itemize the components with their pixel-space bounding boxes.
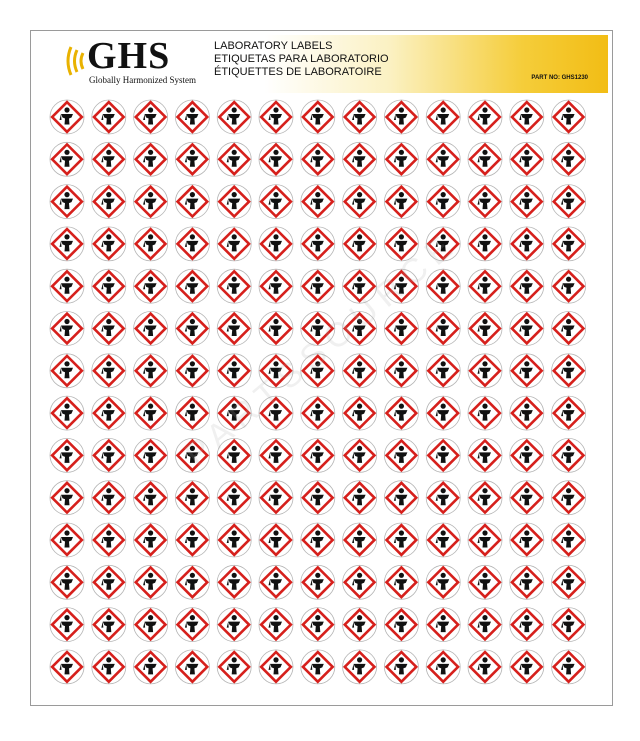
hazard-label: [134, 523, 168, 557]
hazard-label: [259, 269, 293, 303]
hazard-label: [175, 269, 209, 303]
hazard-label: [217, 142, 251, 176]
label-grid: [47, 97, 589, 697]
hazard-label: [175, 100, 209, 134]
hazard-label: [92, 608, 126, 642]
hazard-label: [92, 227, 126, 261]
hazard-label: [217, 312, 251, 346]
hazard-label: [510, 396, 544, 430]
hazard-label: [175, 565, 209, 599]
hazard-label: [343, 565, 377, 599]
hazard-label: [175, 185, 209, 219]
hazard-label: [552, 227, 586, 261]
hazard-label: [343, 312, 377, 346]
hazard-label: [343, 354, 377, 388]
hazard-label: [217, 396, 251, 430]
hazard-label: [468, 227, 502, 261]
hazard-label: [552, 100, 586, 134]
hazard-label: [468, 650, 502, 684]
hazard-label: [259, 608, 293, 642]
hazard-label: [301, 523, 335, 557]
hazard-label: [92, 650, 126, 684]
hazard-label: [426, 523, 460, 557]
hazard-label: [301, 185, 335, 219]
hazard-label: [175, 523, 209, 557]
hazard-label: [175, 142, 209, 176]
hazard-label: [301, 438, 335, 472]
hazard-label: [50, 100, 84, 134]
hazard-label: [510, 142, 544, 176]
hazard-label: [259, 354, 293, 388]
hazard-label: [384, 650, 418, 684]
hazard-label: [552, 396, 586, 430]
hazard-label: [384, 227, 418, 261]
hazard-label: [552, 312, 586, 346]
hazard-label: [50, 481, 84, 515]
hazard-label: [217, 100, 251, 134]
hazard-label: [384, 100, 418, 134]
hazard-label: [510, 312, 544, 346]
hazard-label: [134, 438, 168, 472]
hazard-label: [301, 269, 335, 303]
hazard-label: [384, 523, 418, 557]
hazard-label: [384, 481, 418, 515]
hazard-label: [217, 354, 251, 388]
hazard-label: [426, 481, 460, 515]
hazard-label: [426, 396, 460, 430]
hazard-label: [468, 565, 502, 599]
hazard-label: [259, 142, 293, 176]
hazard-label: [510, 354, 544, 388]
hazard-label: [134, 481, 168, 515]
hazard-label: [175, 438, 209, 472]
hazard-label: [343, 142, 377, 176]
hazard-label: [468, 354, 502, 388]
hazard-label: [217, 608, 251, 642]
hazard-label: [50, 523, 84, 557]
hazard-label: [134, 396, 168, 430]
hazard-label: [510, 185, 544, 219]
hazard-label: [50, 608, 84, 642]
title-english: LABORATORY LABELS: [214, 40, 333, 52]
hazard-label: [217, 650, 251, 684]
part-number: PART NO: GHS1230: [531, 75, 588, 81]
hazard-label: [384, 354, 418, 388]
hazard-label: [426, 142, 460, 176]
hazard-label: [50, 354, 84, 388]
hazard-label: [426, 438, 460, 472]
hazard-label: [92, 438, 126, 472]
hazard-label: [50, 438, 84, 472]
hazard-label: [50, 269, 84, 303]
hazard-label: [175, 354, 209, 388]
label-grid-svg: [47, 97, 589, 697]
hazard-label: [552, 438, 586, 472]
hazard-label: [426, 354, 460, 388]
hazard-label: [384, 396, 418, 430]
hazard-label: [301, 650, 335, 684]
hazard-label: [301, 312, 335, 346]
hazard-label: [259, 227, 293, 261]
hazard-label: [50, 142, 84, 176]
hazard-label: [134, 565, 168, 599]
hazard-label: [259, 396, 293, 430]
hazard-label: [343, 100, 377, 134]
hazard-label: [426, 565, 460, 599]
hazard-label: [301, 565, 335, 599]
hazard-label: [426, 650, 460, 684]
hazard-label: [217, 565, 251, 599]
hazard-label: [384, 438, 418, 472]
hazard-label: [259, 650, 293, 684]
hazard-label: [175, 608, 209, 642]
sheet-header: [35, 35, 608, 93]
title-spanish: ETIQUETAS PARA LABORATORIO: [214, 53, 389, 65]
hazard-label: [301, 608, 335, 642]
hazard-label: [510, 608, 544, 642]
hazard-label: [510, 227, 544, 261]
hazard-label: [301, 354, 335, 388]
hazard-label: [343, 650, 377, 684]
hazard-label: [259, 565, 293, 599]
hazard-label: [175, 650, 209, 684]
hazard-label: [426, 312, 460, 346]
hazard-label: [92, 142, 126, 176]
hazard-label: [134, 354, 168, 388]
hazard-label: [510, 523, 544, 557]
hazard-label: [343, 185, 377, 219]
hazard-label: [92, 481, 126, 515]
hazard-label: [259, 523, 293, 557]
hazard-label: [175, 396, 209, 430]
hazard-label: [259, 438, 293, 472]
hazard-label: [468, 100, 502, 134]
label-sheet: [30, 30, 613, 706]
hazard-label: [259, 481, 293, 515]
hazard-label: [301, 142, 335, 176]
hazard-label: [552, 481, 586, 515]
hazard-label: [50, 565, 84, 599]
hazard-label: [50, 396, 84, 430]
hazard-label: [217, 185, 251, 219]
hazard-label: [552, 142, 586, 176]
hazard-label: [92, 100, 126, 134]
hazard-label: [134, 185, 168, 219]
hazard-label: [175, 227, 209, 261]
hazard-label: [510, 481, 544, 515]
hazard-label: [426, 100, 460, 134]
hazard-label: [384, 142, 418, 176]
hazard-label: [552, 354, 586, 388]
hazard-label: [217, 269, 251, 303]
hazard-label: [92, 396, 126, 430]
hazard-label: [301, 227, 335, 261]
hazard-label: [384, 608, 418, 642]
hazard-label: [426, 227, 460, 261]
hazard-label: [301, 481, 335, 515]
hazard-label: [343, 608, 377, 642]
hazard-label: [217, 438, 251, 472]
hazard-label: [134, 312, 168, 346]
hazard-label: [468, 396, 502, 430]
hazard-label: [92, 269, 126, 303]
hazard-label: [301, 100, 335, 134]
hazard-label: [217, 227, 251, 261]
hazard-label: [468, 312, 502, 346]
hazard-label: [552, 523, 586, 557]
hazard-label: [552, 608, 586, 642]
hazard-label: [343, 227, 377, 261]
hazard-label: [92, 354, 126, 388]
hazard-label: [510, 565, 544, 599]
hazard-label: [468, 608, 502, 642]
hazard-label: [552, 185, 586, 219]
hazard-label: [134, 142, 168, 176]
ghs-tagline: Globally Harmonized System: [89, 75, 196, 85]
hazard-label: [384, 565, 418, 599]
hazard-label: [259, 100, 293, 134]
hazard-label: [343, 396, 377, 430]
hazard-label: [50, 650, 84, 684]
hazard-label: [510, 650, 544, 684]
hazard-label: [92, 185, 126, 219]
hazard-label: [343, 269, 377, 303]
hazard-label: [343, 438, 377, 472]
sheet-titles: [214, 40, 389, 79]
hazard-label: [217, 523, 251, 557]
hazard-label: [175, 312, 209, 346]
hazard-label: [217, 481, 251, 515]
hazard-label: [468, 523, 502, 557]
hazard-label: [50, 185, 84, 219]
hazard-label: [384, 312, 418, 346]
hazard-label: [134, 227, 168, 261]
hazard-label: [175, 481, 209, 515]
hazard-label: [343, 481, 377, 515]
hazard-label: [259, 312, 293, 346]
hazard-label: [134, 650, 168, 684]
hazard-label: [384, 185, 418, 219]
hazard-label: [510, 100, 544, 134]
hazard-label: [343, 523, 377, 557]
hazard-label: [92, 523, 126, 557]
hazard-label: [92, 312, 126, 346]
hazard-label: [552, 269, 586, 303]
hazard-label: [426, 185, 460, 219]
hazard-label: [468, 481, 502, 515]
hazard-label: [384, 269, 418, 303]
hazard-label: [134, 608, 168, 642]
hazard-label: [552, 650, 586, 684]
hazard-label: [426, 269, 460, 303]
hazard-label: [468, 185, 502, 219]
ghs-logo: GHS: [87, 35, 171, 77]
hazard-label: [134, 100, 168, 134]
hazard-label: [426, 608, 460, 642]
hazard-label: [92, 565, 126, 599]
hazard-label: [301, 396, 335, 430]
hazard-label: [468, 269, 502, 303]
title-french: ÉTIQUETTES DE LABORATOIRE: [214, 66, 382, 78]
hazard-label: [50, 312, 84, 346]
hazard-label: [259, 185, 293, 219]
hazard-label: [134, 269, 168, 303]
hazard-label: [552, 565, 586, 599]
hazard-label: [510, 438, 544, 472]
hazard-label: [468, 142, 502, 176]
hazard-label: [50, 227, 84, 261]
hazard-label: [510, 269, 544, 303]
hazard-label: [468, 438, 502, 472]
